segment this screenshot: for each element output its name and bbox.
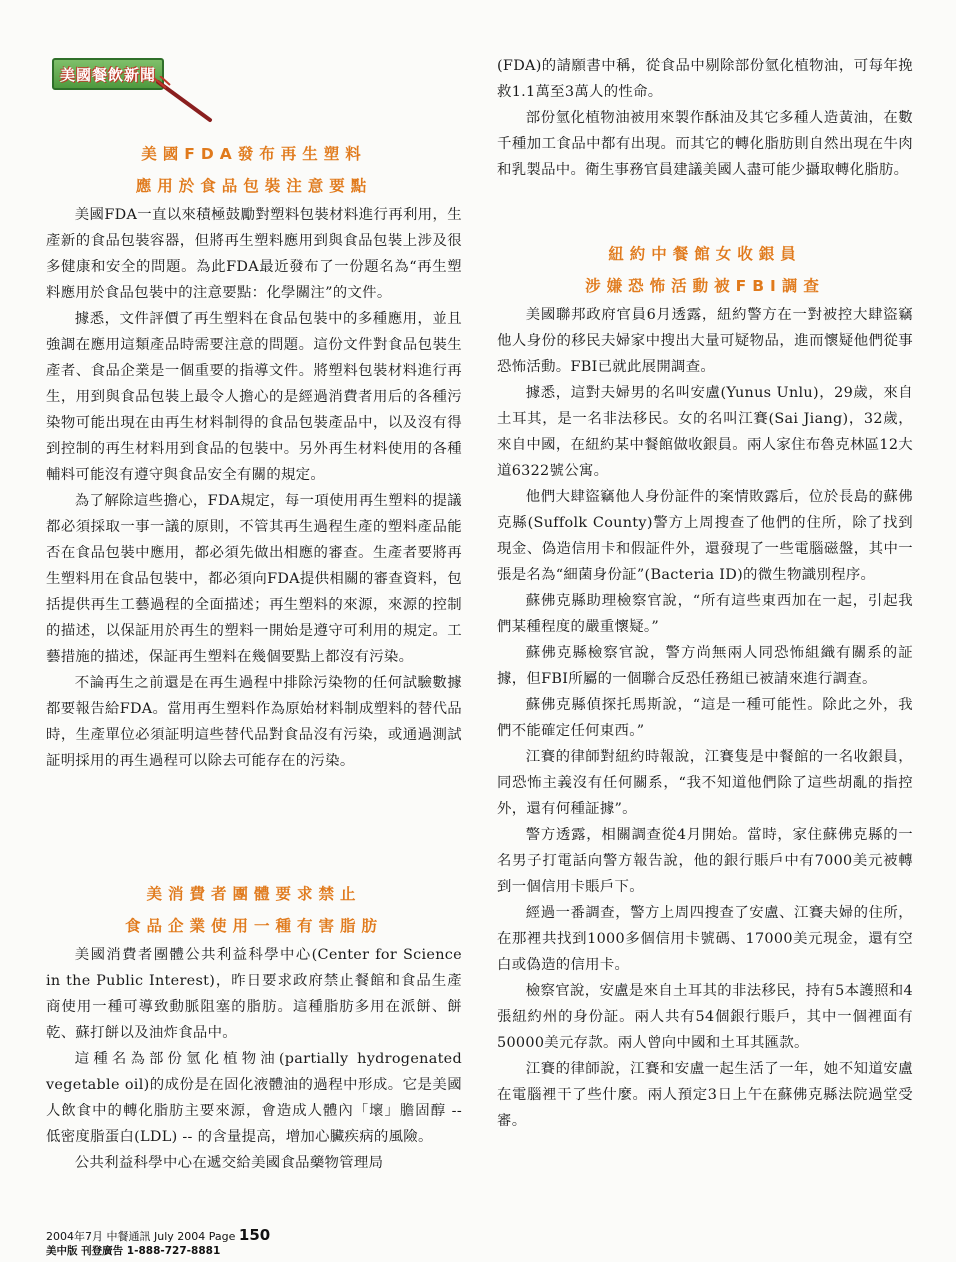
article-paragraph: 據悉，文件評價了再生塑料在食品包裝中的多種應用，並且強調在應用這類產品時需要注意的問題。這份文件對食品包裝生產者、食品企業是一個重要的指導文件。將塑料包裝材料進行再生，用到與食品包裝上最令人擔心的是經過消費者用后的各種污染物可能出現在由再生材料制得的食品包裝產品中，以及沒有得到控制的再生材料用到食品的包裝中。另外再生材料使用的各種輔料可能沒有遵守與食品安全有關的規定。	[46, 311, 462, 483]
article-paragraph: 蘇佛克縣檢察官說，警方尚無兩人同恐怖組織有關系的証據，但FBI所屬的一個聯合反恐任務組已被請來進行調查。	[497, 645, 913, 687]
article-trans-fat	[46, 878, 462, 1176]
article-paragraph: 檢察官說，安盧是來自土耳其的非法移民，持有5本護照和4張紐約州的身份証。兩人共有54個銀行賬戶，其中一個裡面有50000美元存款。兩人曾向中國和土耳其匯款。	[497, 983, 913, 1051]
article-paragraph: 為了解除這些擔心，FDA規定，每一項使用再生塑料的提議都必須採取一事一議的原則，不管其再生過程生產的塑料產品能否在食品包裝中應用，都必須先做出相應的審查。生產者要將再生塑料用在食品包裝中，都必須向FDA提供相關的審查資料，包括提供再生工藝過程的全面描述；再生塑料的來源，來源的控制的描述，以保証用於再生的塑料一開始是遵守可利用的規定。工藝措施的描述，保証再生塑料在幾個要點上都沒有污染。	[46, 493, 462, 665]
footer-ad-line: 美中版 刊登廣告 1-888-727-8881	[46, 1245, 221, 1257]
article-paragraph: (FDA)的請願書中稱，從食品中剔除部份氫化植物油，可每年挽救1.1萬至3萬人的性命。	[497, 58, 913, 100]
article-headline-line-1: 紐約中餐館女收銀員	[608, 245, 802, 263]
article-paragraph: 公共利益科學中心在遞交給美國食品藥物管理局	[74, 1155, 384, 1171]
article-paragraph: 蘇佛克縣助理檢察官說，“所有這些東西加在一起，引起我們某種程度的嚴重懷疑。”	[497, 593, 913, 635]
article-paragraph: 這種名為部份氫化植物油(partially hydrogenated vegetable oil)的成份是在固化液體油的過程中形成。它是美國人飲食中的轉化脂肪主要來源，會造成人體內「壞」膽固醇 -- 低密度脂蛋白(LDL) -- 的含量提高，增加心臟疾病的風險。	[46, 1051, 462, 1145]
article-paragraph: 據悉，這對夫婦男的名叫安盧(Yunus Unlu)，29歲，來自土耳其，是一名非法移民。女的名叫江賽(Sai Jiang)，32歲，來自中國，在紐約某中餐館做收銀員。兩人家住布魯克林區12大道6322號公寓。	[497, 385, 913, 479]
article-paragraph: 江賽的律師說，江賽和安盧一起生活了一年，她不知道安盧在電腦裡干了些什麼。兩人預定3日上午在蘇佛克縣法院過堂受審。	[497, 1061, 913, 1129]
article-paragraph: 美國聯邦政府官員6月透露，紐約警方在一對被控大肆盜竊他人身份的移民夫婦家中搜出大量可疑物品，進而懷疑他們從事恐怖活動。FBI已就此展開調查。	[497, 307, 913, 375]
logo-text: 美國餐飲新聞	[59, 65, 156, 84]
logo-badge	[52, 58, 164, 90]
article-paragraph: 經過一番調查，警方上周四搜查了安盧、江賽夫婦的住所，在那裡共找到1000多個信用卡號碼、17000美元現金，還有空白或偽造的信用卡。	[497, 905, 913, 973]
article-fbi-cashier	[497, 238, 913, 1134]
footer-issue-text: 2004年7月 中餐通訊 July 2004 Page	[46, 1230, 239, 1243]
page-footer	[46, 1228, 270, 1258]
article-paragraph: 警方透露，相關調查從4月開始。當時，家住蘇佛克縣的一名男子打電話向警方報告說，他的銀行賬戶中有7000美元被轉到一個信用卡賬戶下。	[497, 827, 913, 895]
article-paragraph: 江賽的律師對紐約時報說，江賽隻是中餐館的一名收銀員，同恐怖主義沒有任何關系，“我不知道他們除了這些胡亂的指控外，還有何種証據”。	[497, 749, 913, 817]
article-paragraph: 美國FDA一直以來積極鼓勵對塑料包裝材料進行再利用，生產新的食品包裝容器，但將再生塑料應用到與食品包裝上涉及很多健康和安全的問題。為此FDA最近發布了一份題名為“再生塑料應用於食品包裝中的注意要點：化學關注”的文件。	[46, 207, 462, 301]
section-logo	[52, 50, 170, 102]
article-paragraph: 不論再生之前還是在再生過程中排除污染物的任何試驗數據都要報告給FDA。當用再生塑料作為原始材料制成塑料的替代品時，生產單位必須証明這些替代品對食品沒有污染，或通過測試証明採用的再生過程可以除去可能存在的污染。	[46, 675, 462, 769]
article-headline-line-2: 食品企業使用一種有害脂肪	[124, 917, 383, 935]
footer-issue-line	[46, 1228, 270, 1244]
fork-icon	[150, 76, 220, 124]
page-number: 150	[238, 1226, 271, 1244]
article-paragraph: 部份氫化植物油被用來製作酥油及其它多種人造黃油，在數千種加工食品中都有出現。而其它的轉化脂肪則自然出現在牛肉和乳製品中。衛生事務官員建議美國人盡可能少攝取轉化脂肪。	[497, 110, 913, 178]
article-headline-line-1: 美消費者團體要求禁止	[146, 885, 362, 903]
article-headline-line-2: 應用於食品包裝注意要點	[135, 177, 373, 195]
article-paragraph: 蘇佛克縣偵探托馬斯說，“這是一種可能性。除此之外，我們不能確定任何東西。”	[497, 697, 913, 739]
article-fda-plastics	[46, 138, 462, 774]
article-paragraph: 他們大肆盜竊他人身份証件的案情敗露后，位於長島的蘇佛克縣(Suffolk County)警方上周搜查了他們的住所，除了找到現金、偽造信用卡和假証件外，還發現了一些電腦磁盤，其中一張是名為“細菌身份証”(Bacteria ID)的微生物識別程序。	[497, 489, 913, 583]
article-headline-line-1: 美國FDA發布再生塑料	[141, 145, 367, 163]
article-headline-line-2: 涉嫌恐怖活動被FBI調查	[585, 277, 825, 295]
article-paragraph: 美國消費者團體公共利益科學中心(Center for Science in the Public Interest)，昨日要求政府禁止餐館和食品生產商使用一種可導致動脈阻塞的脂肪。這種脂肪多用在派餅、餅乾、蘇打餅以及油炸食品中。	[46, 947, 462, 1041]
article-trans-fat-continued	[497, 53, 913, 183]
